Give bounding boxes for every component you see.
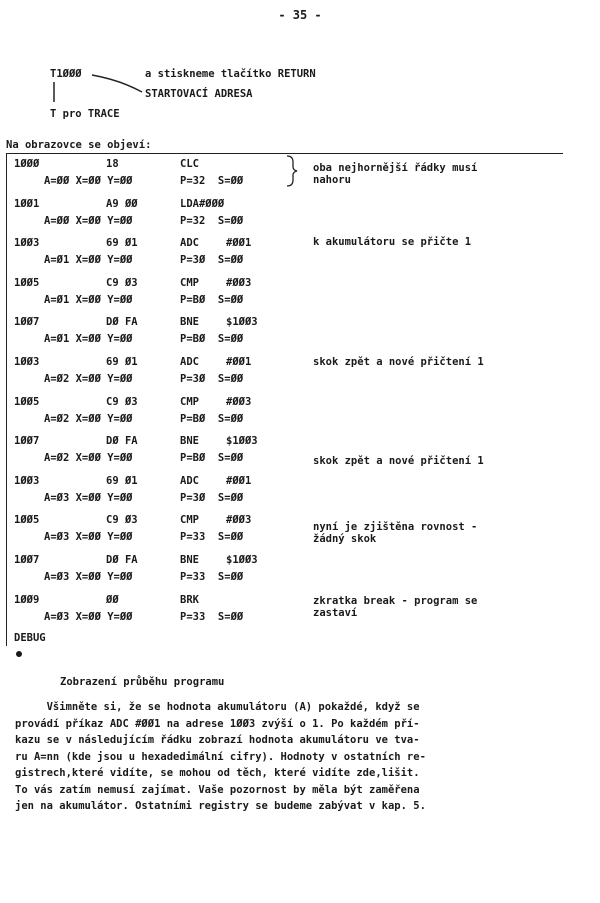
trace-address: 1ØØ7	[14, 435, 40, 447]
trace-status: P=BØ S=ØØ	[180, 333, 244, 345]
trace-opcode: ADC	[180, 475, 199, 487]
trace-bytes: DØ FA	[106, 435, 138, 447]
trace-bytes: 69 Ø1	[106, 237, 138, 249]
trace-operand: #ØØ3	[226, 514, 252, 526]
trace-status: P=3Ø S=ØØ	[180, 373, 244, 385]
trace-bytes: C9 Ø3	[106, 277, 138, 289]
trace-opcode: BRK	[180, 594, 199, 606]
cursor-icon	[16, 651, 22, 657]
trace-address: 1ØØ3	[14, 237, 40, 249]
trace-registers: A=Ø3 X=ØØ Y=ØØ	[44, 531, 133, 543]
trace-registers: A=Ø1 X=ØØ Y=ØØ	[44, 333, 133, 345]
trace-address: 1ØØ7	[14, 316, 40, 328]
trace-status: P=32 S=ØØ	[180, 175, 244, 187]
command-label: T1ØØØ	[50, 68, 82, 80]
trace-registers: A=ØØ X=ØØ Y=ØØ	[44, 215, 133, 227]
trace-status: P=BØ S=ØØ	[180, 452, 244, 464]
trace-opcode: CMP	[180, 277, 199, 289]
trace-opcode: LDA#ØØØ	[180, 198, 225, 210]
trace-registers: A=Ø2 X=ØØ Y=ØØ	[44, 413, 133, 425]
trace-registers: A=Ø1 X=ØØ Y=ØØ	[44, 254, 133, 266]
trace-registers: A=ØØ X=ØØ Y=ØØ	[44, 175, 133, 187]
trace-registers: A=Ø3 X=ØØ Y=ØØ	[44, 611, 133, 623]
trace-opcode: ADC	[180, 237, 199, 249]
explanation-paragraph	[15, 699, 565, 815]
trace-bytes: A9 ØØ	[106, 198, 138, 210]
comment-top-rows: oba nejhornější řádky musí nahoru	[313, 162, 478, 186]
trace-opcode: CMP	[180, 514, 199, 526]
trace-address: 1ØØ3	[14, 475, 40, 487]
intro-return-text: a stiskneme tlačítko RETURN	[145, 68, 316, 80]
trace-status: P=33 S=ØØ	[180, 571, 244, 583]
trace-opcode: CMP	[180, 396, 199, 408]
trace-operand: #ØØ1	[226, 356, 252, 368]
brace-mark	[285, 154, 299, 188]
paragraph-line: kazu se v následujícím řádku zobrazí hodnota akumulátoru ve tva-	[15, 734, 420, 746]
trace-operand: #ØØ3	[226, 277, 252, 289]
trace-registers: A=Ø3 X=ØØ Y=ØØ	[44, 492, 133, 504]
trace-status: P=32 S=ØØ	[180, 215, 244, 227]
intro-trace-text: T pro TRACE	[50, 108, 120, 120]
paragraph-line: To vás zatím nemusí zajímat. Vaše pozornost by měla být zaměřena	[15, 783, 420, 796]
comment-jump-back-2: skok zpět a nové přičtení 1	[313, 455, 484, 467]
trace-registers: A=Ø2 X=ØØ Y=ØØ	[44, 452, 133, 464]
trace-bytes: DØ FA	[106, 554, 138, 566]
trace-address: 1ØØ5	[14, 514, 40, 526]
trace-bytes: C9 Ø3	[106, 396, 138, 408]
trace-status: P=3Ø S=ØØ	[180, 492, 244, 504]
trace-address: 1ØØ7	[14, 554, 40, 566]
intro-start-address: STARTOVACÍ ADRESA	[145, 88, 253, 100]
trace-bytes: 18	[106, 158, 119, 170]
trace-operand: $1ØØ3	[226, 435, 258, 447]
trace-status: P=BØ S=ØØ	[180, 294, 244, 306]
trace-registers: A=Ø1 X=ØØ Y=ØØ	[44, 294, 133, 306]
trace-address: 1ØØ9	[14, 594, 40, 606]
section-title: Zobrazení průběhu programu	[60, 676, 225, 688]
trace-status: P=33 S=ØØ	[180, 611, 244, 623]
trace-bytes: DØ FA	[106, 316, 138, 328]
comment-break: zkratka break - program se zastaví	[313, 595, 478, 619]
comment-add-one: k akumulátoru se přičte 1	[313, 236, 472, 248]
paragraph-line: jen na akumulátor. Ostatními registry se budeme zabývat v kap. 5.	[15, 800, 426, 812]
trace-address: 1ØØ3	[14, 356, 40, 368]
paragraph-line: ru A=nn (kde jsou u hexadedimální cifry). Hodnoty v ostatních re-	[15, 750, 426, 763]
page-number: - 35 -	[278, 8, 322, 22]
paragraph-line: provádí příkaz ADC #ØØ1 na adrese 1ØØ3 zvýší o 1. Po každém pří-	[15, 717, 420, 730]
trace-address: 1ØØØ	[14, 158, 40, 170]
trace-opcode: BNE	[180, 435, 199, 447]
trace-opcode: ADC	[180, 356, 199, 368]
comment-equality: nyní je zjištěna rovnost - žádný skok	[313, 521, 478, 545]
comment-jump-back-1: skok zpět a nové přičtení 1	[313, 356, 484, 368]
trace-address: 1ØØ5	[14, 396, 40, 408]
trace-operand: $1ØØ3	[226, 554, 258, 566]
trace-bytes: ØØ	[106, 594, 119, 606]
trace-registers: A=Ø3 X=ØØ Y=ØØ	[44, 571, 133, 583]
screen-label: Na obrazovce se objeví:	[6, 139, 152, 151]
trace-status: P=BØ S=ØØ	[180, 413, 244, 425]
trace-bytes: 69 Ø1	[106, 475, 138, 487]
trace-address: 1ØØ5	[14, 277, 40, 289]
trace-operand: #ØØ1	[226, 237, 252, 249]
trace-status: P=33 S=ØØ	[180, 531, 244, 543]
trace-opcode: BNE	[180, 316, 199, 328]
paragraph-line: Všimněte si, že se hodnota akumulátoru (A) pokaždé, když se	[15, 701, 420, 713]
trace-address: 1ØØ1	[14, 198, 40, 210]
trace-opcode: CLC	[180, 158, 199, 170]
trace-operand: $1ØØ3	[226, 316, 258, 328]
trace-registers: A=Ø2 X=ØØ Y=ØØ	[44, 373, 133, 385]
paragraph-line: gistrech,které vidíte, se mohou od těch, které vidíte zde,lišit.	[15, 767, 420, 779]
trace-opcode: BNE	[180, 554, 199, 566]
trace-operand: #ØØ1	[226, 475, 252, 487]
trace-operand: #ØØ3	[226, 396, 252, 408]
trace-bytes: 69 Ø1	[106, 356, 138, 368]
trace-status: P=3Ø S=ØØ	[180, 254, 244, 266]
debug-prompt: DEBUG	[14, 632, 46, 644]
trace-bytes: C9 Ø3	[106, 514, 138, 526]
